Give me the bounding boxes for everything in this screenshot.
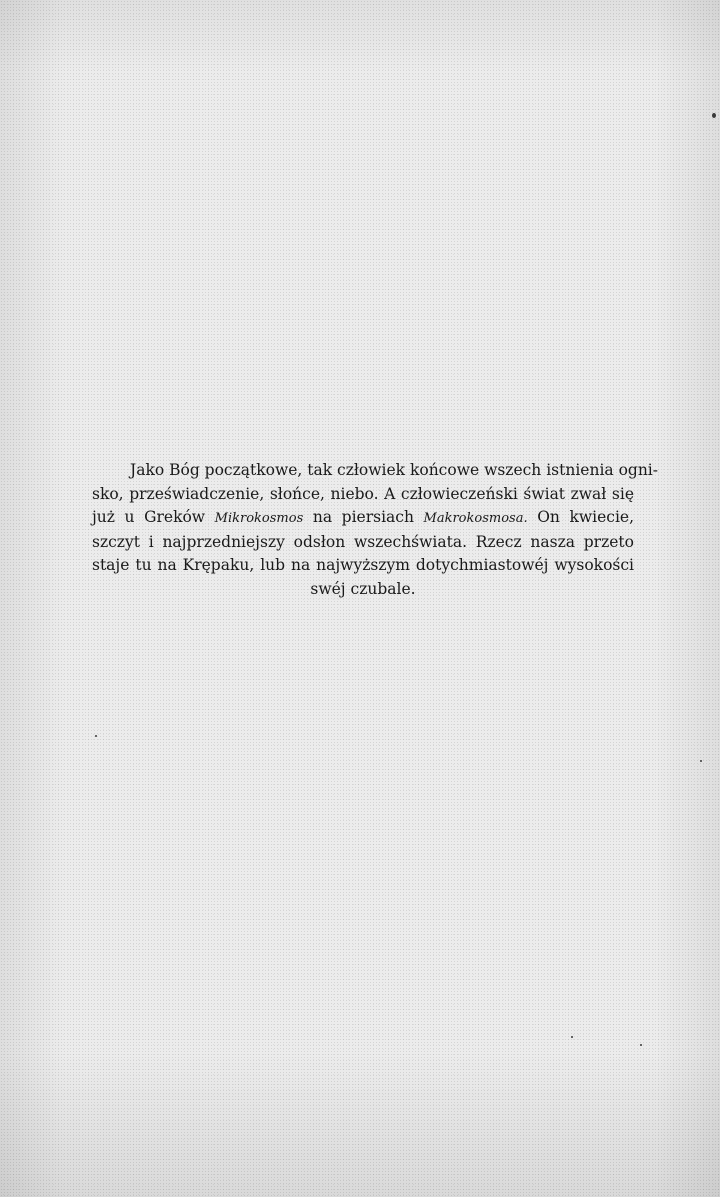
- body-paragraph: [92, 459, 659, 601]
- line-3-text-b: na piersiach: [312, 508, 414, 526]
- italic-term-makrokosmosa: Makrokosmosa.: [423, 511, 528, 526]
- line-3-text-c: On kwiecie,: [537, 508, 635, 526]
- paragraph-line-1: Jako Bóg początkowe, tak człowiek końcowe wszech istnienia ogni-: [130, 461, 659, 479]
- paragraph-line-3: [92, 506, 634, 531]
- ink-speck: [700, 760, 702, 762]
- line-3-text-a: już u Greków: [92, 508, 206, 526]
- ink-speck: [95, 735, 97, 737]
- ink-speck: [712, 113, 716, 118]
- paragraph-line-5: staje tu na Krępaku, lub na najwyższym dotychmiastowéj wysokości: [92, 556, 634, 574]
- italic-term-mikrokosmos: Mikrokosmos: [214, 511, 304, 526]
- paragraph-line-6: swéj czubale.: [310, 579, 416, 598]
- ink-speck: [640, 1044, 642, 1046]
- paragraph-line-2: sko, przeświadczenie, słońce, niebo. A człowieczeński świat zwał się: [92, 484, 634, 503]
- ink-speck: [571, 1036, 573, 1038]
- paragraph-line-4: szczyt i najprzedniejszy odsłon wszechświata. Rzecz nasza przeto: [92, 532, 634, 551]
